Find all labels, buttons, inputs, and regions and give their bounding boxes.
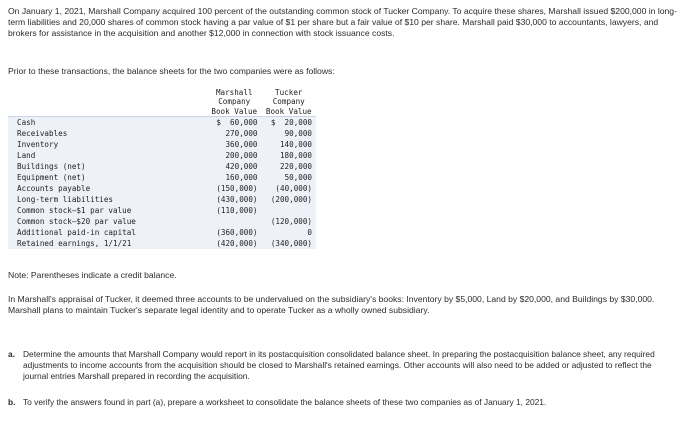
table-row — [8, 205, 316, 216]
marshall-value: 420,000 — [207, 161, 262, 172]
table-row — [8, 139, 316, 150]
marshall-value: (360,000) — [207, 227, 262, 238]
row-label: Inventory — [8, 139, 207, 150]
header-spacer — [8, 86, 207, 97]
row-label: Retained earnings, 1/1/21 — [8, 238, 207, 249]
row-label: Long-term liabilities — [8, 194, 207, 205]
table-row — [8, 216, 316, 227]
marshall-header-line-2: Company — [207, 97, 262, 106]
row-label: Accounts payable — [8, 183, 207, 194]
question-a-letter: a. — [8, 349, 15, 359]
table-row — [8, 172, 316, 183]
tucker-value: 90,000 — [262, 128, 317, 139]
tucker-value: (120,000) — [262, 216, 317, 227]
tucker-header-line-1: Tucker — [262, 86, 317, 97]
tucker-value: (340,000) — [262, 238, 317, 249]
marshall-value: $ 60,000 — [207, 116, 262, 128]
problem-intro: On January 1, 2021, Marshall Company acquired 100 percent of the outstanding common stock of Tucker Company. To acquire these shares, Marshall issued $200,000 in long-term liabilities and 20,000 shares of common stock having a par value of $1 per share but a fair value of $10 per share. Marshall paid $30,000 to accountants, lawyers, and brokers for assistance in the acquisition and another $12,000 in connection with stock issuance costs. — [8, 6, 677, 39]
tucker-value: 180,000 — [262, 150, 317, 161]
table-row — [8, 227, 316, 238]
appraisal-paragraph: In Marshall's appraisal of Tucker, it deemed three accounts to be undervalued on the subsidiary's books: Inventory by $5,000, Land by $20,000, and Buildings by $30,000. Marshall plans to maintain Tucker's separate legal identity and to operate Tucker as a wholly owned subsidiary. — [8, 294, 655, 316]
table-row — [8, 116, 316, 128]
row-label: Common stock—$20 par value — [8, 216, 207, 227]
table-row — [8, 161, 316, 172]
table-row — [8, 128, 316, 139]
marshall-value: 270,000 — [207, 128, 262, 139]
row-label: Additional paid-in capital — [8, 227, 207, 238]
row-label: Buildings (net) — [8, 161, 207, 172]
table-body — [8, 116, 316, 249]
marshall-value: (420,000) — [207, 238, 262, 249]
table-header — [8, 86, 316, 116]
marshall-value: (150,000) — [207, 183, 262, 194]
marshall-value: 360,000 — [207, 139, 262, 150]
row-label: Receivables — [8, 128, 207, 139]
marshall-value: (430,000) — [207, 194, 262, 205]
table-row — [8, 238, 316, 249]
row-label: Land — [8, 150, 207, 161]
row-label: Cash — [8, 116, 207, 128]
question-a-text: Determine the amounts that Marshall Company would report in its postacquisition consolidated balance sheet. In preparing the postacquisition balance sheet, any required adjustments to income accounts from the acquisition should be closed to Marshall's retained earnings. Other accounts will also need to be added or adjusted to reflect the journal entries Marshall prepared in recording the acquisition. — [23, 349, 655, 381]
header-spacer — [8, 107, 207, 117]
tucker-value: $ 20,000 — [262, 116, 317, 128]
tucker-value: 220,000 — [262, 161, 317, 172]
credit-balance-note: Note: Parentheses indicate a credit balance. — [8, 270, 177, 280]
tucker-value: (200,000) — [262, 194, 317, 205]
balance-sheet-intro: Prior to these transactions, the balance sheets for the two companies were as follows: — [8, 66, 335, 76]
tucker-value — [262, 205, 317, 216]
question-b-letter: b. — [8, 397, 16, 407]
question-b-text: To verify the answers found in part (a), prepare a worksheet to consolidate the balance sheets of these two companies as of January 1, 2021. — [23, 397, 547, 407]
marshall-value: 160,000 — [207, 172, 262, 183]
marshall-value: (110,000) — [207, 205, 262, 216]
tucker-value: 50,000 — [262, 172, 317, 183]
tucker-value: 140,000 — [262, 139, 317, 150]
question-b — [8, 397, 678, 408]
marshall-header-line-3: Book Value — [207, 107, 262, 117]
table-row — [8, 183, 316, 194]
tucker-header-line-2: Company — [262, 97, 317, 106]
row-label: Equipment (net) — [8, 172, 207, 183]
question-a — [8, 349, 678, 382]
table-row — [8, 150, 316, 161]
marshall-value — [207, 216, 262, 227]
tucker-value: 0 — [262, 227, 317, 238]
table-row — [8, 194, 316, 205]
balance-sheet-table — [8, 86, 316, 249]
header-spacer — [8, 97, 207, 106]
tucker-header-line-3: Book Value — [262, 107, 317, 117]
marshall-header-line-1: Marshall — [207, 86, 262, 97]
marshall-value: 200,000 — [207, 150, 262, 161]
tucker-value: (40,000) — [262, 183, 317, 194]
row-label: Common stock—$1 par value — [8, 205, 207, 216]
